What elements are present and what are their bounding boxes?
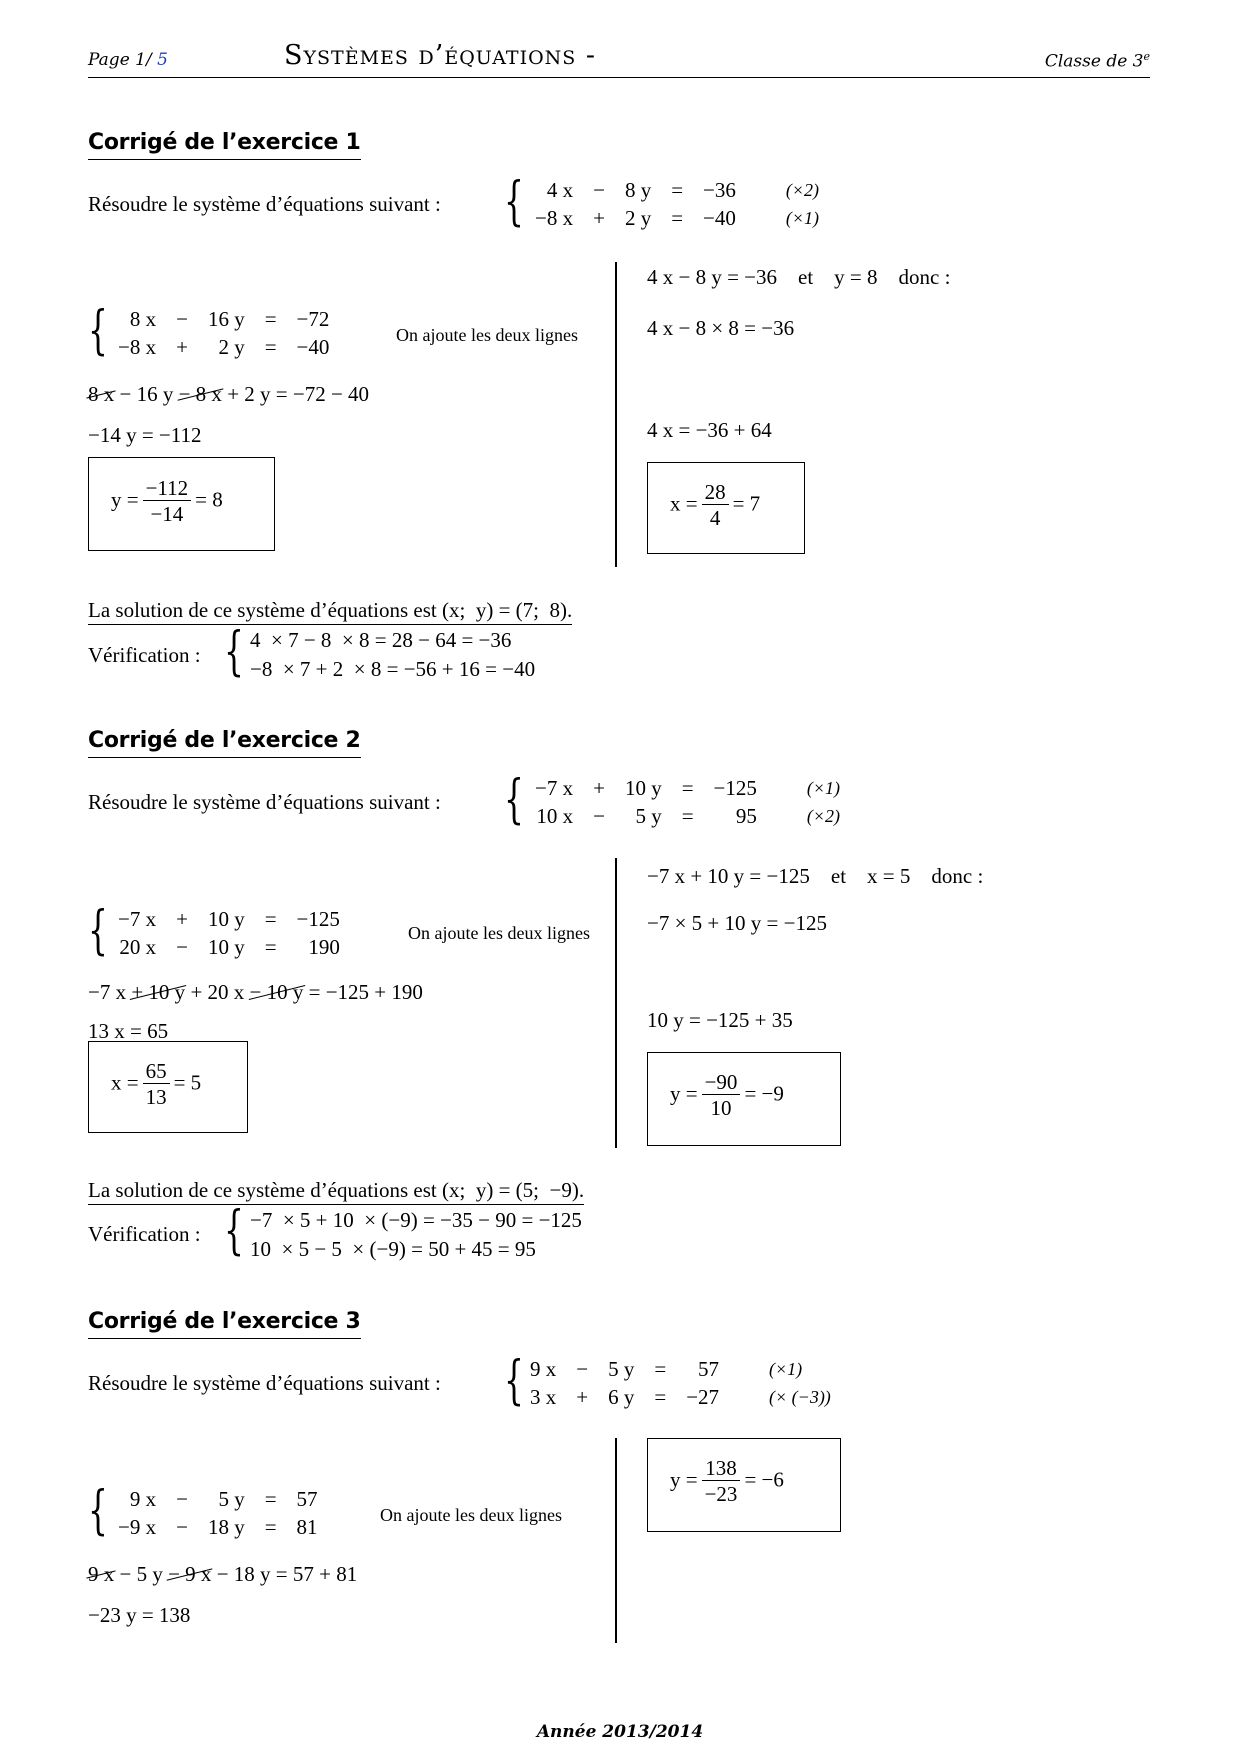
class-sup: e	[1143, 50, 1150, 63]
add-lines-note: On ajoute les deux lignes	[396, 325, 578, 345]
exercise-1-right-line3: 4 x = −36 + 64	[647, 418, 772, 442]
exercise-2-statement: Résoudre le système d’équations suivant :	[88, 790, 441, 814]
term: 2 y	[624, 205, 652, 230]
fraction	[702, 1456, 741, 1507]
op: +	[176, 334, 188, 359]
result-var: y =	[670, 1081, 698, 1106]
term: 9 x	[129, 1486, 157, 1511]
cancelled-term: − 10 y	[249, 980, 304, 1004]
exercise-2-title: Corrigé de l’exercice 2	[88, 728, 361, 758]
brace: {	[88, 1481, 108, 1541]
exercise-2-solution	[88, 1178, 584, 1203]
cancelled-term: 9 x	[88, 1562, 115, 1586]
rhs: −125	[713, 775, 757, 800]
exercise-1-system	[525, 176, 829, 232]
exercise-2-sum-line	[88, 980, 423, 1005]
term: 10 y	[624, 775, 662, 800]
exercise-1-title: Corrigé de l’exercice 1	[88, 130, 361, 160]
equation-row	[108, 1485, 328, 1513]
term: 10 x	[536, 803, 574, 828]
equation-row	[520, 1383, 841, 1411]
equation-row	[525, 176, 829, 204]
term: − 18 y = 57 + 81	[216, 1562, 358, 1586]
equation-row	[108, 333, 339, 361]
exercise-3-statement: Résoudre le système d’équations suivant :	[88, 1371, 441, 1395]
op: −	[176, 1486, 188, 1511]
brace: {	[224, 1201, 244, 1261]
rhs: −40	[703, 205, 736, 230]
page-number	[88, 50, 168, 70]
denominator: −14	[150, 502, 184, 526]
eq: =	[671, 177, 684, 202]
brace: {	[504, 770, 524, 830]
exercise-2-system	[525, 774, 850, 830]
equation-row	[108, 905, 350, 933]
op: −	[176, 934, 188, 959]
result-expression	[670, 1456, 784, 1507]
numerator: 65	[143, 1059, 170, 1084]
verification-line: 4 × 7 − 8 × 8 = 28 − 64 = −36	[250, 628, 512, 652]
verification-label: Vérification :	[88, 1222, 201, 1246]
multiplier: (×2)	[785, 179, 820, 200]
add-lines-note: On ajoute les deux lignes	[380, 1505, 562, 1525]
equation-row	[525, 774, 850, 802]
exercise-1-statement: Résoudre le système d’équations suivant :	[88, 192, 441, 216]
result-value: = 8	[195, 487, 223, 512]
term: 10 y	[207, 934, 245, 959]
term: −7 x	[88, 980, 127, 1004]
term: 9 x	[530, 1356, 557, 1381]
term: −7 x	[535, 775, 574, 800]
eq: =	[264, 306, 277, 331]
exercise-1-right-result-box	[647, 462, 805, 554]
fraction	[702, 480, 729, 531]
op: −	[593, 177, 605, 202]
class-label: Classe de 3	[1044, 51, 1144, 72]
exercise-2-right-line1: −7 x + 10 y = −125 et x = 5 donc :	[647, 864, 984, 888]
result-value: = −6	[744, 1467, 784, 1492]
brace: {	[88, 901, 108, 961]
result-expression	[111, 476, 223, 527]
exercise-1-right-line1: 4 x − 8 y = −36 et y = 8 donc :	[647, 265, 951, 289]
result-var: y =	[111, 487, 139, 512]
exercise-2-right-line3: 10 y = −125 + 35	[647, 1008, 793, 1032]
denominator: 13	[145, 1085, 167, 1109]
add-lines-note: On ajoute les deux lignes	[408, 923, 590, 943]
rhs: 81	[296, 1514, 318, 1539]
rhs: 95	[735, 803, 757, 828]
exercise-3-reduced: −23 y = 138	[88, 1603, 191, 1627]
op: −	[576, 1356, 589, 1381]
exercise-2-result-box	[88, 1041, 248, 1133]
verification-label: Vérification :	[88, 643, 201, 667]
rhs: 57	[296, 1486, 318, 1511]
term: 2 y	[218, 334, 245, 359]
term: − 16 y	[119, 382, 174, 406]
term: 8 y	[624, 177, 652, 202]
rhs: −27	[686, 1384, 720, 1409]
solution-text: La solution de ce système d’équations est (x; y) = (5; −9).	[88, 1178, 584, 1205]
brace: {	[504, 1351, 524, 1411]
brace: {	[224, 622, 244, 682]
header-rule	[88, 77, 1150, 78]
exercise-1-right-line2: 4 x − 8 × 8 = −36	[647, 316, 795, 340]
multiplier: (× (−3))	[769, 1386, 831, 1407]
exercise-1-solution	[88, 598, 572, 623]
result-expression	[111, 1059, 201, 1110]
exercise-1-sum-line	[88, 382, 369, 407]
exercise-1-result-box	[88, 457, 275, 551]
term: 5 y	[635, 803, 662, 828]
footer-year: Année 2013/2014	[536, 1722, 704, 1742]
term: + 20 x	[190, 980, 245, 1004]
eq: =	[654, 1384, 667, 1409]
cancelled-term: + 10 y	[131, 980, 186, 1004]
term: 8 x	[129, 306, 157, 331]
fraction	[143, 1059, 170, 1110]
verification-line: −8 × 7 + 2 × 8 = −56 + 16 = −40	[250, 657, 536, 681]
result-var: x =	[670, 491, 698, 516]
column-divider	[615, 1438, 617, 1643]
term: − 5 y	[119, 1562, 163, 1586]
exercise-3-title: Corrigé de l’exercice 3	[88, 1309, 361, 1339]
equation-row	[108, 933, 350, 961]
result-var: x =	[111, 1070, 139, 1095]
rhs: −125	[296, 906, 340, 931]
multiplier: (×1)	[769, 1358, 803, 1379]
class-level	[1045, 50, 1150, 72]
result-value: = 7	[732, 491, 761, 516]
exercise-2-reduced: 13 x = 65	[88, 1019, 169, 1043]
eq: =	[264, 1514, 277, 1539]
multiplier: (×1)	[785, 207, 820, 228]
eq: =	[681, 775, 694, 800]
fraction	[143, 476, 192, 527]
term: 20 x	[119, 934, 157, 959]
result-expression	[670, 1070, 784, 1121]
op: +	[176, 906, 188, 931]
cancelled-term: − 8 x	[178, 382, 222, 406]
eq: =	[654, 1356, 667, 1381]
term: −8 x	[118, 334, 157, 359]
exercise-3-step-system	[108, 1485, 328, 1541]
equation-row	[525, 802, 850, 830]
term: 6 y	[608, 1384, 635, 1409]
solution-text: La solution de ce système d’équations est (x; y) = (7; 8).	[88, 598, 572, 625]
denominator: 4	[709, 506, 721, 530]
multiplier: (×1)	[806, 777, 841, 798]
result-value: = 5	[173, 1070, 202, 1095]
equation-row	[520, 1355, 841, 1383]
rhs: 190	[308, 934, 340, 959]
term: 5 y	[608, 1356, 635, 1381]
numerator: 28	[702, 480, 729, 505]
verification-line: −7 × 5 + 10 × (−9) = −35 − 90 = −125	[250, 1208, 582, 1232]
term: 16 y	[207, 306, 245, 331]
eq: =	[681, 803, 694, 828]
fraction	[702, 1070, 741, 1121]
exercise-3-sum-line	[88, 1562, 357, 1587]
exercise-1-step-system	[108, 305, 339, 361]
term: = −125 + 190	[308, 980, 423, 1004]
rhs: −40	[296, 334, 330, 359]
eq: =	[264, 934, 277, 959]
denominator: 10	[710, 1096, 732, 1120]
page-label: Page 1/	[88, 50, 152, 70]
verification-line: 10 × 5 − 5 × (−9) = 50 + 45 = 95	[250, 1237, 536, 1261]
term: 5 y	[218, 1486, 245, 1511]
eq: =	[671, 205, 684, 230]
exercise-2-right-result-box	[647, 1052, 841, 1146]
op: −	[176, 1514, 188, 1539]
column-divider	[615, 262, 617, 567]
op: −	[593, 803, 605, 828]
op: +	[593, 775, 605, 800]
term: −8 x	[535, 205, 574, 230]
eq: =	[264, 906, 277, 931]
cancelled-term: − 9 x	[168, 1562, 212, 1586]
result-value: = −9	[744, 1081, 784, 1106]
rhs: −36	[703, 177, 736, 202]
term: 3 x	[530, 1384, 557, 1409]
equation-row	[525, 204, 829, 232]
equation-row	[108, 305, 339, 333]
exercise-3-right-result-box	[647, 1438, 841, 1532]
numerator: −90	[702, 1070, 741, 1095]
denominator: −23	[704, 1482, 738, 1506]
rhs: −72	[296, 306, 330, 331]
cancelled-term: 8 x	[88, 382, 115, 406]
brace: {	[504, 172, 524, 232]
term: 4 x	[546, 177, 574, 202]
exercise-2-step-system	[108, 905, 350, 961]
rhs: 57	[698, 1356, 720, 1381]
term: 18 y	[207, 1514, 245, 1539]
result-var: y =	[670, 1467, 698, 1492]
document-title: Systèmes d’équations -	[284, 40, 596, 71]
exercise-3-system	[520, 1355, 841, 1411]
result-expression	[670, 480, 760, 531]
term: + 2 y = −72 − 40	[227, 382, 370, 406]
term: −9 x	[118, 1514, 157, 1539]
term: −7 x	[118, 906, 157, 931]
column-divider	[615, 858, 617, 1148]
op: +	[576, 1384, 589, 1409]
exercise-1-reduced: −14 y = −112	[88, 423, 202, 447]
exercise-2-right-line2: −7 × 5 + 10 y = −125	[647, 911, 827, 935]
page-total-link[interactable]: 5	[157, 50, 168, 70]
eq: =	[264, 1486, 277, 1511]
op: +	[593, 205, 605, 230]
brace: {	[88, 301, 108, 361]
op: −	[176, 306, 188, 331]
term: 10 y	[207, 906, 245, 931]
eq: =	[264, 334, 277, 359]
equation-row	[108, 1513, 328, 1541]
numerator: 138	[702, 1456, 741, 1481]
numerator: −112	[143, 476, 192, 501]
multiplier: (×2)	[806, 805, 841, 826]
